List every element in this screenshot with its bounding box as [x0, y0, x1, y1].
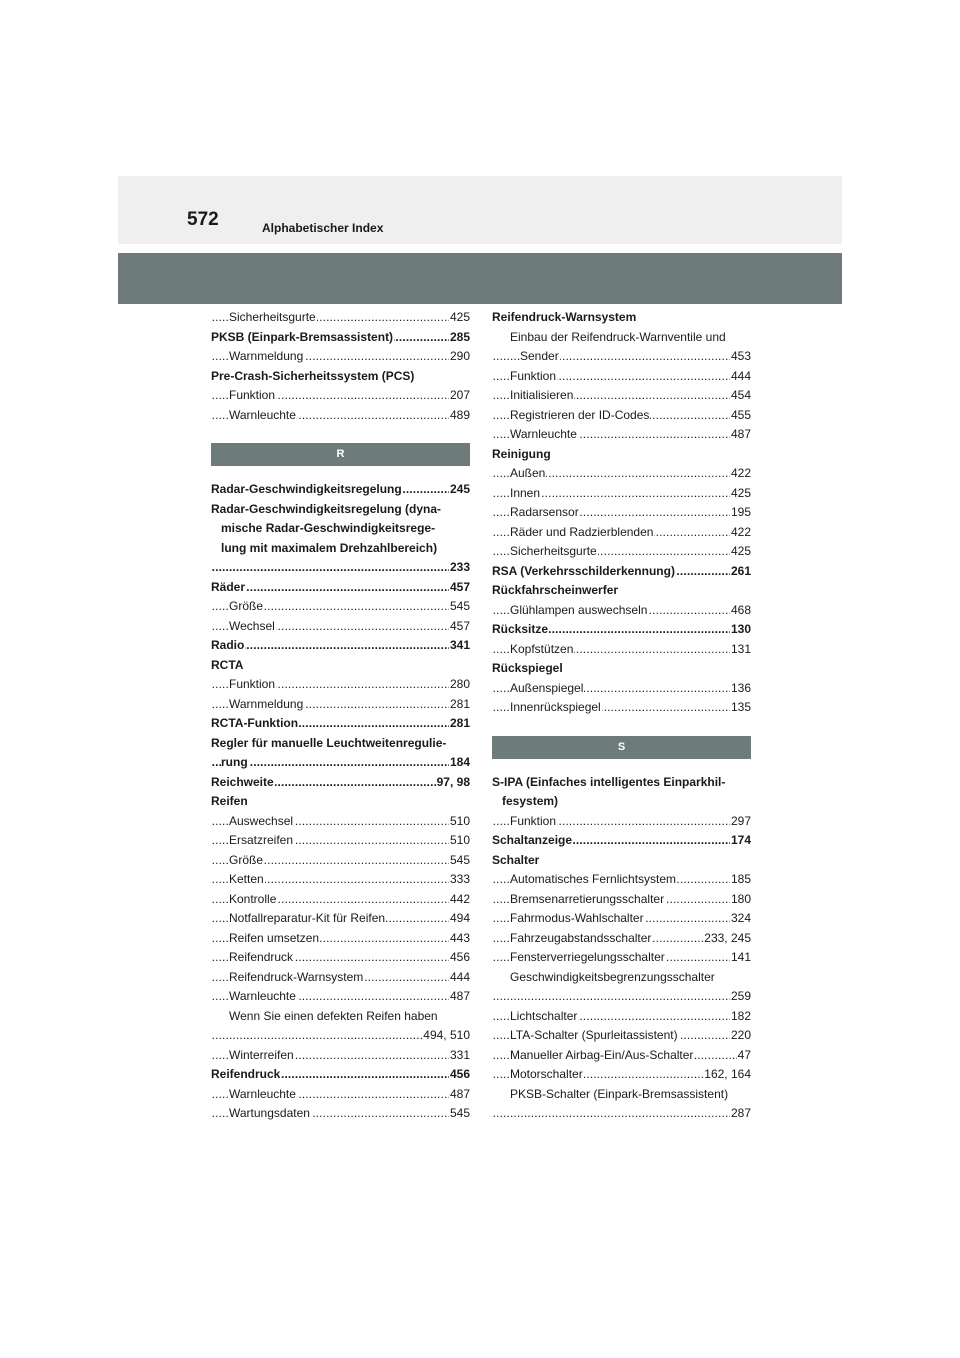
index-entry — [211, 948, 470, 968]
index-entry — [211, 597, 470, 617]
index-entry — [211, 929, 470, 949]
index-entry-term: Wechsel — [229, 618, 275, 633]
index-entry-term: Außenspiegel — [510, 680, 584, 695]
index-entry — [211, 1104, 470, 1124]
index-entry-page[interactable]: 444 — [449, 968, 470, 988]
index-entry-term: Reifen — [211, 794, 248, 808]
index-entry-page[interactable]: 455 — [730, 406, 751, 426]
index-entry-page[interactable]: 442 — [449, 890, 470, 910]
index-entry-term: Warnleuchte — [229, 989, 296, 1003]
index-entry-page[interactable]: 182 — [730, 1007, 751, 1027]
index-entry-page[interactable]: 545 — [449, 1104, 470, 1124]
index-entry-term: Warnleuchte — [229, 1086, 296, 1101]
index-entry-term: mische Radar-Geschwindigkeitsrege- — [221, 521, 436, 535]
index-entry-term: PKSB (Einpark-Bremsassistent) — [211, 329, 394, 344]
index-entry — [492, 640, 751, 660]
index-entry — [211, 617, 470, 637]
index-entry — [492, 929, 751, 949]
index-entry — [492, 968, 751, 988]
index-column-right — [492, 308, 751, 1124]
index-entry-term: Reifendruck-Warnsystem — [229, 969, 364, 984]
index-entry-page[interactable]: 457 — [449, 578, 470, 598]
index-entry — [211, 578, 470, 598]
index-entry-term: Radio — [211, 638, 245, 652]
index-entry-term: PKSB-Schalter (Einpark-Bremsassistent) — [510, 1086, 729, 1101]
spacer — [492, 759, 751, 773]
spacer — [211, 425, 470, 443]
index-entry-term: Schaltanzeige — [492, 833, 573, 847]
index-entry-term: Funktion — [229, 388, 276, 402]
index-entry-term: LTA-Schalter (Spurleitassistent) — [510, 1028, 678, 1042]
index-letter-heading: R — [211, 443, 470, 466]
index-entry — [211, 636, 470, 656]
index-entry — [492, 679, 751, 699]
index-entry-page[interactable]: 141 — [730, 948, 751, 968]
index-entry-term: Innen — [510, 485, 541, 500]
index-entry-term: rung — [221, 755, 248, 769]
index-entry-term: Geschwindigkeitsbegrenzungsschalter — [510, 969, 715, 984]
index-entry — [211, 539, 470, 559]
index-entry — [492, 581, 751, 601]
index-entry — [211, 1065, 470, 1085]
index-entry — [492, 503, 751, 523]
index-entry — [211, 1085, 470, 1105]
index-entry-term: Rückspiegel — [492, 661, 563, 675]
index-entry-page[interactable]: 457 — [449, 617, 470, 637]
index-entry-page[interactable]: . . . 233 — [449, 558, 470, 578]
index-entry-page[interactable]: 456 — [449, 948, 470, 968]
index-entry-page[interactable]: 487 — [449, 987, 470, 1007]
index-entry-term: RCTA — [211, 657, 244, 672]
index-entry-term: Größe — [229, 852, 264, 867]
index-entry-term: Warnleuchte — [510, 427, 577, 441]
index-column-left — [211, 308, 470, 1124]
index-entry-page[interactable]: 510 — [449, 812, 470, 832]
index-entry-term: Reinigung — [492, 446, 551, 461]
index-entry-page[interactable]: 130 — [730, 620, 751, 640]
index-entry — [492, 328, 751, 348]
index-entry-page[interactable]: 454 — [730, 386, 751, 406]
index-entry-page[interactable]: 487 — [730, 425, 751, 445]
index-entry-page[interactable]: 425 — [730, 542, 751, 562]
index-entry — [492, 698, 751, 718]
index-entry-term: Initialisieren — [510, 388, 574, 402]
index-entry — [492, 308, 751, 328]
index-entry-page[interactable]: 324 — [730, 909, 751, 929]
index-entry-page[interactable]: 331 — [449, 1046, 470, 1066]
index-entry — [492, 484, 751, 504]
index-entry — [492, 890, 751, 910]
index-entry-term: Wartungsdaten — [229, 1106, 310, 1120]
index-entry-page[interactable]: 281 — [449, 714, 470, 734]
index-entry-page[interactable]: 456 — [449, 1065, 470, 1085]
index-entry-term: Warnmeldung — [229, 349, 304, 363]
index-entry-page[interactable]: 233, 245 — [703, 929, 751, 949]
index-entry-page[interactable]: 489 — [449, 406, 470, 426]
index-entry-page[interactable]: 443 — [449, 929, 470, 949]
index-entry-term: Radar-Geschwindigkeitsregelung — [211, 482, 402, 496]
index-entry — [492, 792, 751, 812]
index-entry-page[interactable]: 422 — [730, 523, 751, 543]
index-entry-term: Funktion — [229, 677, 276, 691]
index-entry-term: Kontrolle — [229, 891, 277, 906]
index-entry — [211, 675, 470, 695]
index-entry-term: Wenn Sie einen defekten Reifen haben — [229, 1008, 438, 1023]
index-entry-term: Schalter — [492, 852, 540, 867]
index-entry-term: Sicherheitsgurte — [229, 310, 316, 324]
section-title: Alphabetischer Index — [262, 221, 384, 235]
index-entry-page[interactable]: 185 — [730, 870, 751, 890]
index-entry-page[interactable]: 468 — [730, 601, 751, 621]
index-entry-term: Manueller Airbag-Ein/Aus-Schalter — [510, 1047, 694, 1062]
index-entry-page[interactable]: 131 — [730, 640, 751, 660]
index-entry — [492, 562, 751, 582]
index-entry — [211, 386, 470, 406]
index-entry-page[interactable]: 510 — [449, 831, 470, 851]
index-entry — [211, 870, 470, 890]
index-entry-page[interactable]: . . . 259 — [730, 987, 751, 1007]
index-entry-page[interactable]: 195 — [730, 503, 751, 523]
index-entry-term: Außen — [510, 466, 546, 480]
index-entry-page[interactable]: 425 — [730, 484, 751, 504]
index-entry — [492, 1065, 751, 1085]
index-entry-page[interactable]: 245 — [449, 480, 470, 500]
index-entry — [211, 347, 470, 367]
index-entry-term: Glühlampen auswechseln — [510, 602, 648, 617]
page-header — [187, 176, 787, 244]
index-entry-term: Ketten — [229, 872, 264, 886]
index-entry-term: fesystem) — [502, 794, 559, 808]
index-entry — [211, 792, 470, 812]
index-entry — [211, 519, 470, 539]
index-entry — [211, 480, 470, 500]
index-entry-page[interactable]: 494 — [449, 909, 470, 929]
index-entry-page[interactable]: 487 — [449, 1085, 470, 1105]
index-entry — [211, 851, 470, 871]
index-entry-term: Funktion — [510, 813, 557, 828]
index-entry — [211, 406, 470, 426]
index-entry — [211, 500, 470, 520]
index-entry — [211, 328, 470, 348]
index-entry-term: Reifendruck — [211, 1067, 281, 1081]
index-entry-page[interactable]: 136 — [730, 679, 751, 699]
index-entry-page[interactable]: 281 — [449, 695, 470, 715]
index-entry-page[interactable]: 425 — [449, 308, 470, 328]
index-entry — [492, 367, 751, 387]
spacer — [211, 466, 470, 480]
index-entry — [211, 695, 470, 715]
index-entry-page[interactable]: 261 — [730, 562, 751, 582]
index-entry-term: Lichtschalter — [510, 1008, 578, 1023]
index-entry — [492, 1007, 751, 1027]
index-entry-page[interactable]: 135 — [730, 698, 751, 718]
index-entry-term: Kopfstützen — [510, 641, 574, 656]
index-entry-page[interactable]: 422 — [730, 464, 751, 484]
index-entry-term: Reifendruck — [229, 950, 294, 964]
index-entry-term: Auswechsel — [229, 813, 294, 828]
index-entry-term: Warnmeldung — [229, 696, 304, 711]
index-entry — [492, 831, 751, 851]
index-entry-term: Automatisches Fernlichtsystem — [510, 872, 677, 886]
page-number: 572 — [187, 209, 219, 230]
index-entry-term: Räder — [211, 579, 246, 594]
index-entry-page[interactable]: 341 — [449, 636, 470, 656]
index-entry — [211, 773, 470, 793]
index-entry — [211, 909, 470, 929]
index-entry — [211, 714, 470, 734]
index-entry — [211, 890, 470, 910]
index-entry-page[interactable]: 184 — [449, 753, 470, 773]
index-entry-page[interactable]: 47 — [737, 1046, 751, 1066]
index-entry-page[interactable]: 280 — [449, 675, 470, 695]
index-entry — [211, 558, 470, 578]
index-entry-term: Radar-Geschwindigkeitsregelung (dyna- — [211, 501, 442, 516]
index-entry-term: Fahrmodus-Wahlschalter — [510, 911, 644, 925]
index-entry — [492, 948, 751, 968]
index-entry — [211, 987, 470, 1007]
index-entry-term: Motorschalter — [510, 1067, 583, 1081]
index-entry-page[interactable]: 285 — [449, 328, 470, 348]
index-entry-term: Bremsenarretierungsschalter — [510, 891, 665, 906]
index-entry-term: Pre-Crash-Sicherheitssystem (PCS) — [211, 368, 415, 383]
index-entry — [492, 851, 751, 871]
index-entry-term: RCTA-Funktion — [211, 716, 299, 730]
index-entry-page[interactable]: 162, 164 — [703, 1065, 751, 1085]
spacer — [492, 718, 751, 736]
index-entry-page[interactable]: 545 — [449, 597, 470, 617]
index-entry-term: Ersatzreifen — [229, 833, 294, 847]
index-entry — [492, 523, 751, 543]
index-entry-term: Rückfahrscheinwerfer — [492, 583, 619, 597]
index-entry — [211, 968, 470, 988]
index-entry-term: S-IPA (Einfaches intelligentes Einparkhil- — [492, 774, 726, 789]
index-entry-page[interactable]: 444 — [730, 367, 751, 387]
index-entry — [492, 1085, 751, 1105]
index-entry-page[interactable]: 180 — [730, 890, 751, 910]
index-entry — [211, 734, 470, 754]
index-entry — [492, 386, 751, 406]
index-entry-term: Einbau der Reifendruck-Warnventile und — [510, 329, 726, 344]
index-entry-term: Räder und Radzierblenden — [510, 524, 654, 539]
header-gray-bar — [118, 253, 842, 304]
index-entry-term: RSA (Verkehrsschilderkennung) — [492, 563, 675, 578]
index-entry-term: Fahrzeugabstandsschalter — [510, 930, 652, 945]
index-entry-term: Innenrückspiegel — [510, 700, 601, 714]
index-entry-page[interactable]: 297 — [730, 812, 751, 832]
index-entry — [492, 464, 751, 484]
index-entry — [211, 753, 470, 773]
index-entry-term: Radarsensor — [510, 505, 579, 519]
index-entry-page[interactable]: 207 — [449, 386, 470, 406]
index-entry-page[interactable]: 174 — [730, 831, 751, 851]
index-entry — [492, 445, 751, 465]
index-entry — [211, 1026, 470, 1046]
index-entry-term: Fensterverriegelungsschalter — [510, 950, 665, 964]
index-entry-term: lung mit maximalem Drehzahlbereich) — [221, 540, 438, 555]
index-entry-term: Notfallreparatur-Kit für Reifen — [229, 911, 386, 925]
index-entry-term: Rücksitze — [492, 622, 549, 636]
index-entry-page[interactable]: . . . 494, 510 — [422, 1026, 470, 1046]
index-entry — [211, 308, 470, 328]
index-entry-term: Sicherheitsgurte — [510, 544, 597, 558]
index-entry-term: Winterreifen — [229, 1047, 294, 1062]
index-entry — [211, 1046, 470, 1066]
index-entry-term: Registrieren der ID-Codes — [510, 407, 650, 422]
index-entry-term: Größe — [229, 599, 264, 613]
index-entry — [492, 987, 751, 1007]
index-entry — [492, 870, 751, 890]
index-entry-term: Reifendruck-Warnsystem — [492, 310, 637, 324]
index-entry-term: Sender — [520, 349, 559, 363]
index-entry-page[interactable]: 290 — [449, 347, 470, 367]
index-entry — [211, 656, 470, 676]
index-entry — [211, 831, 470, 851]
index-entry-term: Reifen umsetzen — [229, 930, 320, 945]
index-entry-page[interactable]: 545 — [449, 851, 470, 871]
index-entry — [492, 406, 751, 426]
index-entry — [492, 620, 751, 640]
index-entry — [492, 659, 751, 679]
index-entry — [492, 1026, 751, 1046]
index-entry — [211, 367, 470, 387]
index-entry — [492, 425, 751, 445]
index-entry — [492, 1104, 751, 1124]
index-entry — [492, 347, 751, 367]
index-entry — [492, 601, 751, 621]
index-entry-page[interactable]: 333 — [449, 870, 470, 890]
index-entry — [492, 542, 751, 562]
index-entry-term: Reichweite — [211, 774, 274, 789]
index-entry-page[interactable]: 453 — [730, 347, 751, 367]
index-entry — [211, 812, 470, 832]
index-entry — [492, 773, 751, 793]
index-entry-page[interactable]: 97, 98 — [436, 773, 470, 793]
index-entry — [492, 812, 751, 832]
index-entry — [492, 909, 751, 929]
index-entry-page[interactable]: . . . 287 — [730, 1104, 751, 1124]
index-entry — [211, 1007, 470, 1027]
index-entry — [492, 1046, 751, 1066]
index-entry-term: Warnleuchte — [229, 407, 296, 422]
index-entry-page[interactable]: 220 — [730, 1026, 751, 1046]
index-entry-term: Regler für manuelle Leuchtweitenregulie- — [211, 735, 447, 750]
index-letter-heading: S — [492, 736, 751, 759]
index-entry-term: Funktion — [510, 368, 557, 383]
